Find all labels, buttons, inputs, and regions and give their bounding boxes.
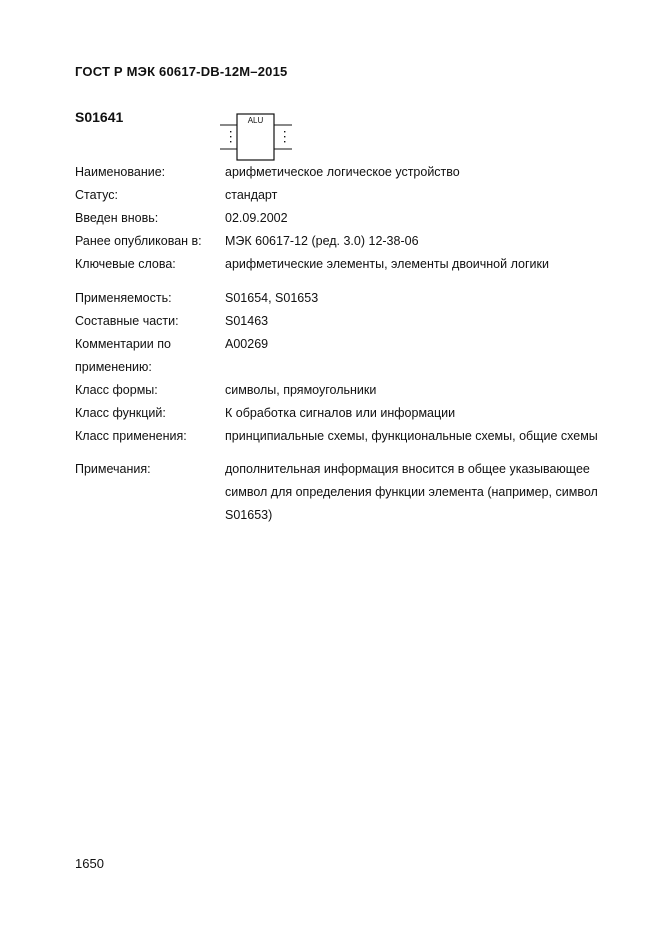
- document-header: ГОСТ Р МЭК 60617-DB-12M–2015: [75, 64, 288, 79]
- output-dots: [284, 131, 285, 142]
- field-label: Введен вновь:: [75, 211, 159, 225]
- field-value: А00269: [225, 337, 269, 351]
- field-value: К обработка сигналов или информации: [225, 406, 456, 420]
- field-label: Статус:: [75, 188, 118, 202]
- field-label: Класс формы:: [75, 383, 158, 397]
- symbol-code: S01641: [75, 109, 124, 125]
- field-label: Составные части:: [75, 314, 179, 328]
- field-label: Ключевые слова:: [75, 257, 176, 271]
- alu-symbol-graphic: [220, 112, 295, 162]
- field-label: Комментарии по применению:: [75, 337, 171, 374]
- field-value: символы, прямоугольники: [225, 383, 377, 397]
- field-value: S01654, S01653: [225, 291, 319, 305]
- field-label: Ранее опубликован в:: [75, 234, 202, 248]
- field-value: S01463: [225, 314, 269, 328]
- field-value: принципиальные схемы, функциональные схемы, общие схемы: [225, 429, 598, 443]
- page-number: 1650: [75, 856, 104, 871]
- field-value: арифметическое логическое устройство: [225, 165, 460, 179]
- field-label: Класс функций:: [75, 406, 166, 420]
- field-label: Наименование:: [75, 165, 166, 179]
- field-value: дополнительная информация вносится в общее указывающее символ для определения функции элемента (например, символ S01653): [225, 462, 598, 522]
- field-label: Применяемость:: [75, 291, 172, 305]
- field-label: Примечания:: [75, 462, 151, 476]
- input-dots: [230, 131, 231, 142]
- field-value: МЭК 60617-12 (ред. 3.0) 12-38-06: [225, 234, 419, 248]
- alu-box-label: ALU: [247, 116, 264, 125]
- field-value: 02.09.2002: [225, 211, 288, 225]
- field-label: Класс применения:: [75, 429, 187, 443]
- field-value: стандарт: [225, 188, 278, 202]
- field-value: арифметические элементы, элементы двоичной логики: [225, 257, 549, 271]
